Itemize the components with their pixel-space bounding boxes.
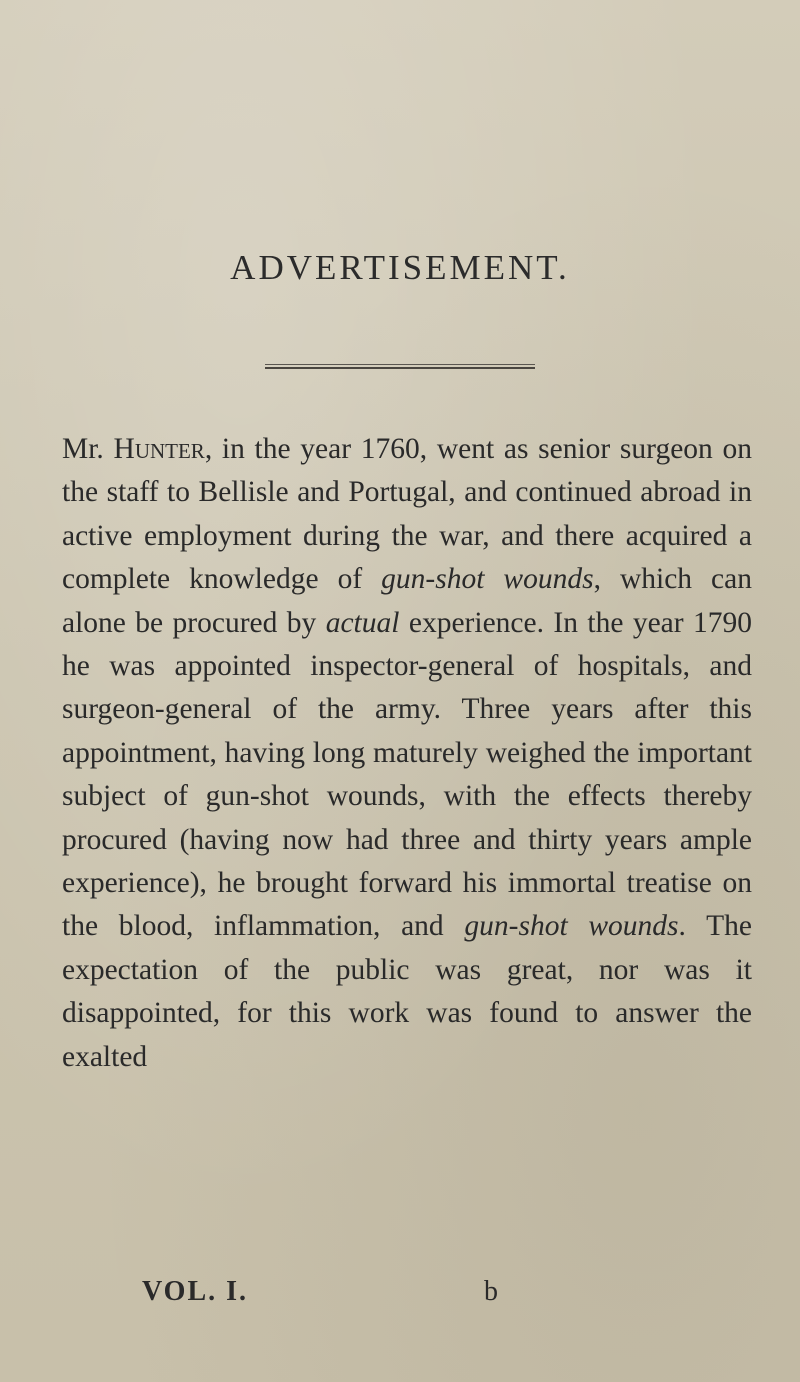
italic-segment-3: gun-shot wounds	[464, 910, 679, 943]
text-segment-4: . The expectation of the public was great, nor was it disappointed, for this work was found to answer the exalted	[62, 910, 752, 1073]
page-heading: ADVERTISEMENT.	[230, 248, 570, 287]
page-footer	[0, 1276, 800, 1316]
italic-segment-1: gun-shot wounds	[381, 563, 594, 596]
volume-label: VOL. I.	[142, 1276, 249, 1307]
text-segment-2: , which can alone be procured by	[62, 563, 752, 639]
text-segment-1: , in the year 1760, went as senior surgeon on the staff to Bellisle and Portugal, and continued abroad in active employment during the war, and there acquired a complete knowledge of	[62, 433, 752, 596]
signature-mark: b	[484, 1276, 498, 1307]
title-prefix: Mr.	[62, 433, 114, 465]
text-segment-3: experience. In the year 1790 he was appointed inspector-general of hospitals, and surgeon-general of the army. Three years after this appointment, having long maturely weighed the important subject of gun-shot wounds, with the effects thereby procured (having now had three and thirty years ample experience), he brought forward his immortal treatise on the blood, inflammation, and	[62, 606, 752, 943]
author-name: Hunter	[113, 433, 205, 465]
body-paragraph	[62, 428, 752, 1079]
heading-rule	[265, 364, 535, 369]
italic-segment-2: actual	[325, 606, 400, 639]
